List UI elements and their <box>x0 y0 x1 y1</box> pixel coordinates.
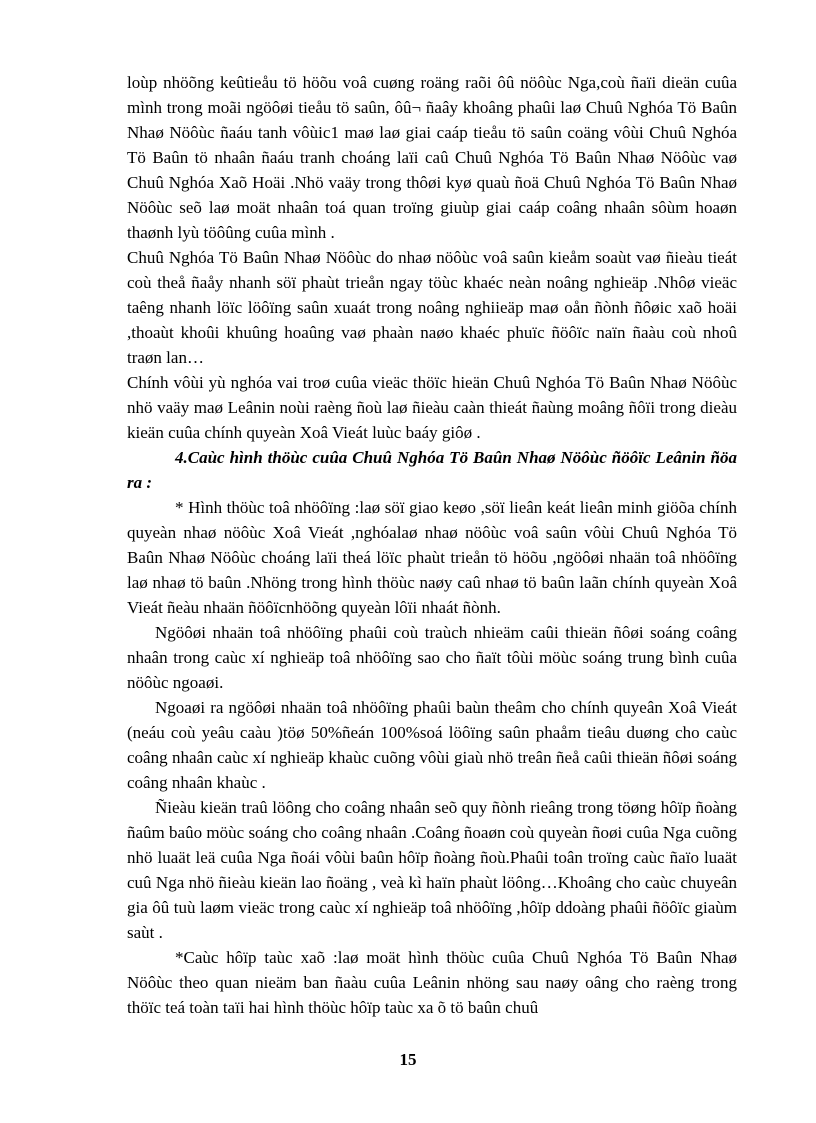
paragraph-concession: * Hình thöùc toâ nhöôïng :laø söï giao keøo ,söï lieân keát lieân minh giöõa chính quyeàn nhaø nöôùc Xoâ Vieát ,nghóalaø nhaø nöôùc voâ saûn vôùi Chuû Nghóa Tö Baûn Nhaø Nöôùc choáng laïi theá löïc phaùt trieån tö höõu ,ngöôøi nhaän toâ nhöôïng laø nhaø tö baûn .Nhöng trong hình thöùc naøy caû nhaø tö baûn laãn chính quyeàn Xoâ Vieát ñeàu nhaän ñöôïcnhöõng quyeàn lôïi nhaát ñònh. <box>127 498 737 617</box>
paragraph-obligations: Ngöôøi nhaän toâ nhöôïng phaûi coù traùch nhieäm caûi thieän ñôøi soáng coâng nhaân trong caùc xí nghieäp toâ nhöôïng sao cho ñaït tôùi möùc soáng trung bình cuûa nöôùc ngoaøi. <box>127 623 737 692</box>
section-heading: 4.Caùc hình thöùc cuûa Chuû Nghóa Tö Baûn Nhaø Nöôùc ñöôïc Leânin ñöa ra : <box>127 448 737 492</box>
paragraph-3: Chính vôùi yù nghóa vai troø cuûa vieäc thöïc hieän Chuû Nghóa Tö Baûn Nhaø Nöôùc nhö vaäy maø Leânin noùi raèng ñoù laø ñieàu caàn thieát ñaùng moâng ñôïi trong dieàu kieän cuûa chính quyeàn Xoâ Vieát luùc baáy giôø . <box>127 373 737 442</box>
paragraph-2: Chuû Nghóa Tö Baûn Nhaø Nöôùc do nhaø nöôùc voâ saûn kieåm soaùt vaø ñieàu tieát coù theå ñaåy nhanh söï phaùt trieån ngay töùc khaéc neàn noâng nghieäp .Nhôø vieäc taêng nhanh löïc löôïng saûn xuaát trong noâng nghiieäp maø oån ñònh ñôøic xaõ hoäi ,thoaùt khoûi khuûng hoaûng vaø phaàn naøo khaéc phuïc ñöôïc naïn ñaàu coù nhoû traøn lan… <box>127 248 737 367</box>
paragraph-supply: Ngoaøi ra ngöôøi nhaän toâ nhöôïng phaûi baùn theâm cho chính quyeân Xoâ Vieát (neáu coù yeâu caàu )töø 50%ñeán 100%soá löôïng saûn phaåm tieâu duøng cho caùc coâng nhaân caùc xí nghieäp khaùc cuõng vôùi giaù nhö treân ñeå caûi thieän ñôøi soáng coâng nhaân khaùc . <box>127 698 737 792</box>
paragraph-1: loùp nhöõng keûtieåu tö höõu voâ cuøng roäng raõi ôû nöôùc Nga,coù ñaïi dieän cuûa mình trong moãi ngöôøi tieåu tö saûn, ôû¬ ñaây khoâng phaûi laø Chuû Nghóa Tö Baûn Nhaø Nöôùc ñaáu tanh vôùic1 maø laø giai caáp tieåu tö saûn coäng vôùi Chuû Nghóa Tö Baûn tö nhaân ñaáu tranh choáng laïi caû Chuû Nghóa Tö Baûn Nhaø Nöôùc vaø Chuû Nghóa Xaõ Hoäi .Nhö vaäy trong thôøi kyø quaù ñoä Chuû Nghóa Tö Baûn Nhaø Nöôùc seõ laø moät nhaân toá quan troïng giuùp giai caáp coâng nhaân sôùm hoaøn thaønh lyù töôûng cuûa mình . <box>127 73 737 242</box>
paragraph-wages: Ñieàu kieän traû löông cho coâng nhaân seõ quy ñònh rieâng trong töøng hôïp ñoàng ñaûm baûo möùc soáng cho coâng nhaân .Coâng ñoaøn coù quyeàn ñoøi cuûa Nga cuõng nhö luaät leä cuûa Nga ñoái vôùi baûn hôïp ñoàng ñoù.Phaûi toân troïng caùc ñaïo luaät cuû Nga nhö ñieàu kieän lao ñoäng , veà kì haïn phaùt löông…Khoâng cho caùc chuyeân gia ôû tuù laøm vieäc trong caùc xí nghieäp toâ nhöôïng ,hôïp ddoàng phaûi ñöôïc giaùm saùt . <box>127 798 737 942</box>
page-number: 15 <box>399 1050 417 1069</box>
page-body <box>127 70 737 1020</box>
paragraph-cooperatives: *Caùc hôïp taùc xaõ :laø moät hình thöùc cuûa Chuû Nghóa Tö Baûn Nhaø Nöôùc theo quan nieäm ban ñaàu cuûa Leânin nhöng sau naøy oâng cho raèng trong thöïc teá toàn taïi hai hình thöùc hôïp taùc xa õ tö baûn chuû <box>127 948 737 1017</box>
